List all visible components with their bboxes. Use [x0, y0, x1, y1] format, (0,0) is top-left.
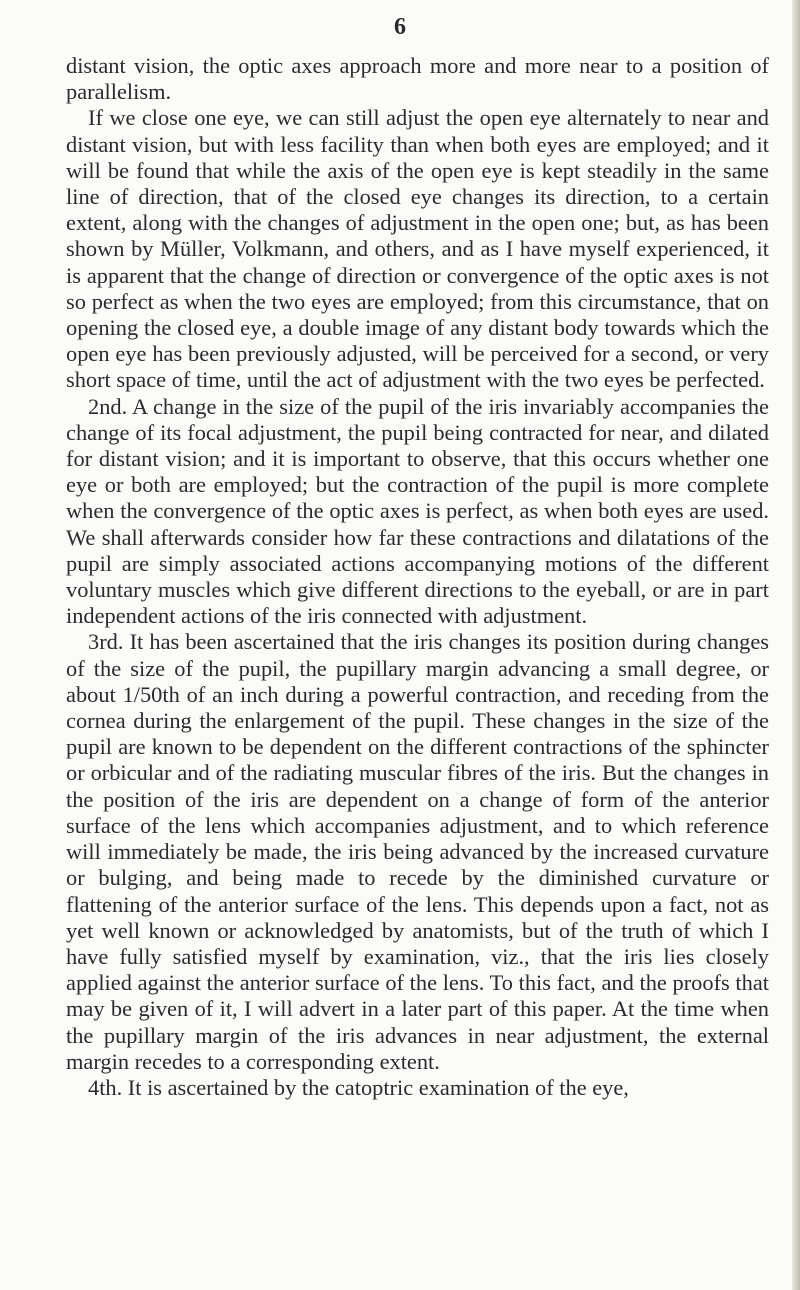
paragraph: 4th. It is ascertained by the catoptric examination of the eye,: [88, 1074, 629, 1100]
page-edge-shadow: [792, 0, 800, 1290]
body-text: [66, 53, 769, 1101]
paragraph: If we close one eye, we can still adjust the open eye alternately to near and distant vision, but with less facility than when both eyes are employed; and it will be found that while the axis of the open eye is kept steadily in the same line of direction, that of the closed eye changes its direction, to a certain extent, along with the changes of adjustment in the open one; but, as has been shown by Müller, Volkmann, and others, and as I have myself experienced, it is apparent that the change of direction or convergence of the optic axes is not so perfect as when the two eyes are employed; from this circumstance, that on opening the closed eye, a double image of any distant body towards which the open eye has been previously adjusted, will be perceived for a second, or very short space of time, until the act of adjustment with the two eyes be perfected.: [66, 105, 769, 393]
paragraph: 2nd. A change in the size of the pupil of the iris invariably accompanies the change of its focal adjustment, the pupil being contracted for near, and dilated for distant vision; and it is important to observe, that this occurs whether one eye or both are employed; but the contraction of the pupil is more complete when the convergence of the optic axes is perfect, as when both eyes are used. We shall afterwards consider how far these contractions and dilatations of the pupil are simply associated actions accompanying motions of the different voluntary muscles which give different directions to the eyeball, or are in part independent actions of the iris connected with adjustment.: [66, 393, 769, 629]
paragraph: distant vision, the optic axes approach more and more near to a position of parallelism.: [66, 53, 769, 105]
page-number: 6: [394, 14, 406, 40]
paragraph: 3rd. It has been ascertained that the iris changes its position during changes of the size of the pupil, the pupillary margin advancing a small degree, or about 1/50th of an inch during a powerful contraction, and receding from the cornea during the enlargement of the pupil. These changes in the size of the pupil are known to be dependent on the different contractions of the sphincter or orbicular and of the radiating muscular fibres of the iris. But the changes in the position of the iris are dependent on a change of form of the anterior surface of the lens which accompanies adjustment, and to which reference will immediately be made, the iris being advanced by the increased curvature or bulging, and being made to recede by the diminished curvature or flattening of the anterior surface of the lens. This depends upon a fact, not as yet well known or acknowledged by anatomists, but of the truth of which I have fully satisfied myself by examination, viz., that the iris lies closely applied against the anterior surface of the lens. To this fact, and the proofs that may be given of it, I will advert in a later part of this paper. At the time when the pupillary margin of the iris advances in near adjustment, the external margin recedes to a corresponding extent.: [66, 629, 769, 1074]
